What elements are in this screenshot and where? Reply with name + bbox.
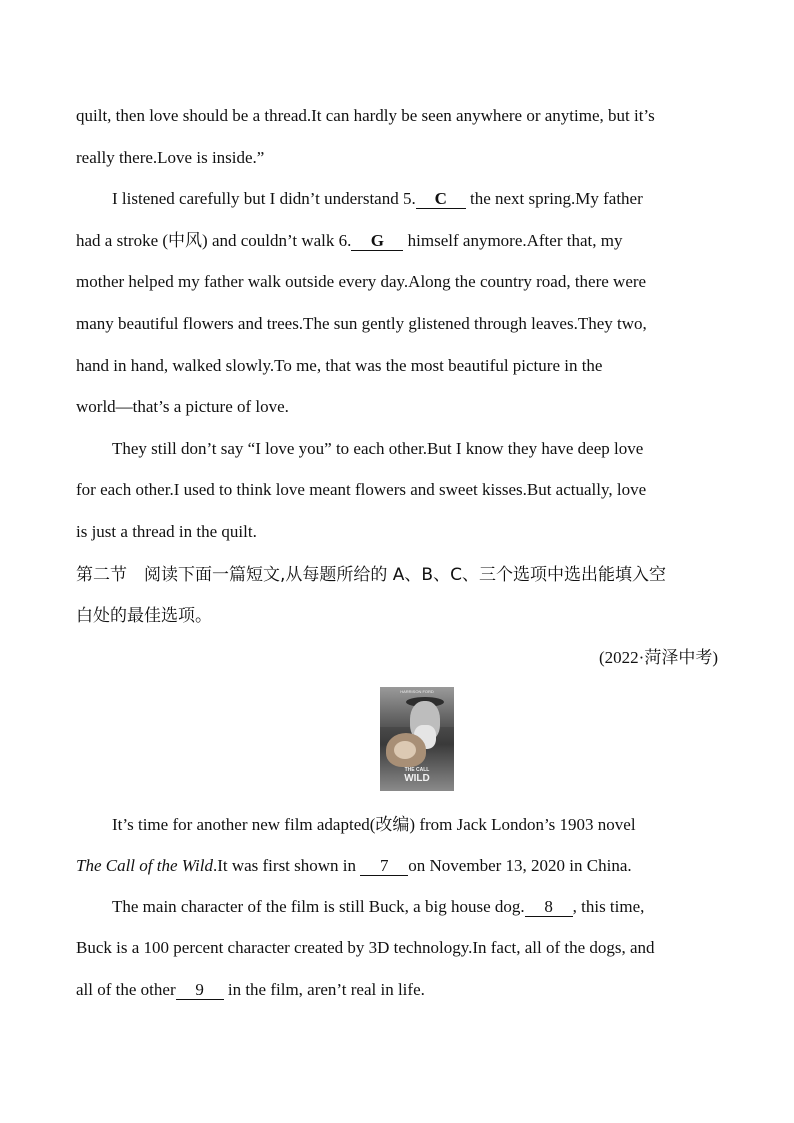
poster-title (380, 767, 454, 784)
poster-title-line1: THE CALL (404, 767, 430, 773)
answer-blank-5: C (416, 190, 466, 209)
text: had a stroke (中风) and couldn’t walk 6. (76, 231, 352, 250)
text-line (112, 897, 644, 917)
text: I listened carefully but I didn’t understand 5. (112, 189, 416, 208)
text-line (76, 522, 257, 542)
text: The main character of the film is still Buck, a big house dog. (112, 897, 525, 916)
text-line (76, 980, 425, 1000)
text-line (76, 938, 655, 958)
text-line (76, 856, 632, 876)
text: quilt, then love should be a thread.It can hardly be seen anywhere or anytime, but it’s (76, 106, 655, 125)
text-line (76, 272, 646, 292)
text: (2022·菏泽中考) (599, 648, 718, 667)
text: Buck is a 100 percent character created by 3D technology.In fact, all of the dogs, and (76, 938, 655, 957)
text-line (112, 815, 636, 835)
text: for each other.I used to think love meant flowers and sweet kisses.But actually, love (76, 480, 647, 499)
answer-blank-6: G (351, 232, 403, 251)
section-heading-cont (76, 606, 212, 626)
text-line (76, 356, 602, 376)
text-line (76, 397, 289, 417)
text: world—that’s a picture of love. (76, 397, 289, 416)
text: It’s time for another new film adapted(改编) from Jack London’s 1903 novel (112, 815, 636, 834)
text: .It was first shown in (212, 856, 361, 875)
text-line (76, 231, 622, 251)
film-poster-image (380, 687, 454, 791)
text-line (76, 106, 655, 126)
section-heading (76, 565, 666, 585)
text: on November 13, 2020 in China. (408, 856, 632, 875)
text: , this time, (572, 897, 645, 916)
text: 白处的最佳选项。 (76, 606, 212, 626)
question-blank-9: 9 (176, 981, 224, 1000)
text: in the film, aren’t real in life. (223, 980, 425, 999)
text: 第二节 阅读下面一篇短文,从每题所给的 A、B、C、三个选项中选出能填入空 (76, 565, 666, 585)
text-line (112, 189, 643, 209)
poster-dog-face (394, 741, 416, 759)
source-note (599, 648, 718, 668)
text: the next spring.My father (465, 189, 643, 208)
text: mother helped my father walk outside every day.Along the country road, there were (76, 272, 647, 291)
poster-top-text: HARRISON FORD (400, 689, 434, 694)
text-line (76, 314, 647, 334)
text: himself anymore.After that, my (403, 231, 623, 250)
text: all of the other (76, 980, 176, 999)
text: really there.Love is inside.” (76, 148, 265, 167)
novel-title: The Call of the Wild (76, 856, 213, 875)
text: many beautiful flowers and trees.The sun gently glistened through leaves.They two, (76, 314, 647, 333)
text-line (112, 439, 643, 459)
text-line (76, 148, 264, 168)
text: is just a thread in the quilt. (76, 522, 257, 541)
text: hand in hand, walked slowly.To me, that was the most beautiful picture in the (76, 356, 603, 375)
text-line (76, 480, 646, 500)
question-blank-8: 8 (525, 898, 573, 917)
text: They still don’t say “I love you” to each other.But I know they have deep love (112, 439, 644, 458)
question-blank-7: 7 (360, 857, 408, 876)
poster-title-line2: WILD (404, 773, 430, 784)
